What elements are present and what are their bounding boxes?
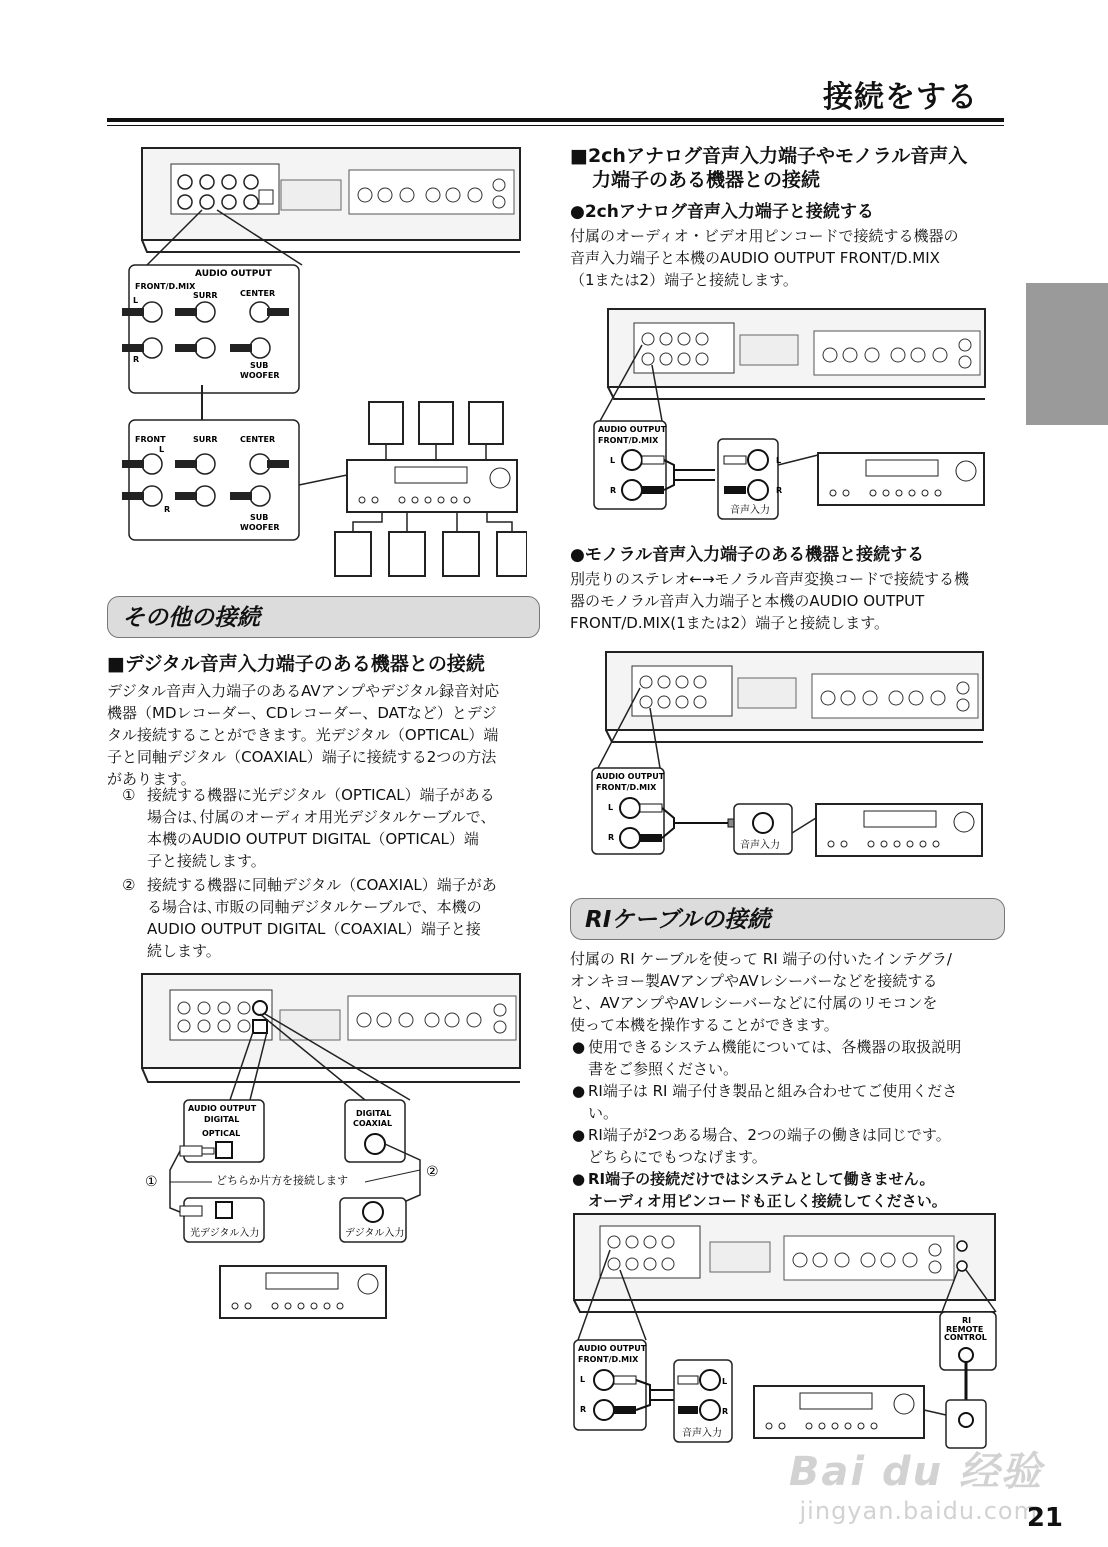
item-line: AUDIO OUTPUT DIGITAL（COAXIAL）端子と接 <box>147 920 481 938</box>
optical-input-label: 光デジタル入力 <box>190 1228 260 1239</box>
analog-subheading: ●2chアナログ音声入力端子と接続する <box>570 202 874 222</box>
body-line: 付属のオーディオ・ビデオ用ピンコードで接続する機器の <box>570 227 959 245</box>
center-label: CENTER <box>240 289 276 298</box>
bottom-surr-label: SURR <box>193 435 218 444</box>
body-line: オンキヨー製AVアンプやAVレシーバーなどを接続する <box>570 972 938 990</box>
item-line: 続します。 <box>147 942 221 960</box>
body-line: 子と同軸デジタル（COAXIAL）端子に接続する2つの方法 <box>107 748 497 766</box>
woofer-label: WOOFER <box>240 371 280 380</box>
watermark-url: jingyan.baidu.com <box>799 1497 1038 1525</box>
either-label: どちらか片方を接続します <box>216 1174 348 1187</box>
bottom-sub-label: SUB <box>250 513 269 522</box>
stereo-diagram <box>590 305 990 520</box>
body-line: 使って本機を操作することができます。 <box>570 1016 839 1034</box>
ri-band-label: ケーブルの接続 <box>611 907 771 933</box>
body-line: 器のモノラル音声入力端子と本機のAUDIO OUTPUT <box>570 592 925 610</box>
body-line: タル接続することができます。光デジタル（OPTICAL）端 <box>107 726 499 744</box>
analog-heading-line1: ■2chアナログ音声入力端子やモノラル音声入 <box>570 145 968 167</box>
bullet-line: 書をご参照ください。 <box>588 1060 739 1078</box>
ri-diagram <box>570 1210 1000 1450</box>
ri-bullet-3: ● RI端子が2つある場合、2つの端子の働きは同じです。 どちらにでもつなげます。 <box>572 1126 951 1166</box>
bottom-woofer-label: WOOFER <box>240 523 280 532</box>
optical-label: OPTICAL <box>202 1129 241 1138</box>
body-line: デジタル音声入力端子のあるAVアンプやデジタル録音対応 <box>107 682 500 700</box>
title-rule-thin <box>107 125 1004 126</box>
body-line: 音声入力端子と本機のAUDIO OUTPUT FRONT/D.MIX <box>570 249 940 267</box>
audio-output-label: AUDIO OUTPUT <box>596 772 665 781</box>
l-label: L <box>608 803 614 812</box>
r-label: R <box>610 486 617 495</box>
input-r-label: R <box>776 486 783 495</box>
bullet-line: 使用できるシステム機能については、各機器の取扱説明 <box>588 1038 962 1056</box>
digital-diagram <box>140 970 525 1330</box>
front-dmix-label: FRONT/D.MIX <box>578 1355 639 1364</box>
bullet-line: い。 <box>588 1104 619 1122</box>
body-line: があります。 <box>107 770 196 788</box>
circle-1: ① <box>145 1174 158 1190</box>
item-line: 子と接続します。 <box>147 852 266 870</box>
r-label: R <box>580 1405 587 1414</box>
mono-body <box>570 568 1010 634</box>
item-line: る場合は､市販の同軸デジタルケーブルで、本機の <box>147 898 482 916</box>
item2-number: ② <box>122 876 136 894</box>
bullet-line: RI端子が2つある場合、2つの端子の働きは同じです。 <box>588 1126 951 1144</box>
front-dmix-label: FRONT/D.MIX <box>596 783 657 792</box>
ri-logo: RI <box>585 907 612 933</box>
ri-bullet-2: ● RI端子は RI 端子付き製品と組み合わせてご使用くださ い。 <box>572 1082 958 1122</box>
digital-coaxial-label-1: DIGITAL <box>356 1109 392 1118</box>
ri-body <box>570 948 1010 1036</box>
control-label: CONTROL <box>944 1333 987 1342</box>
bullet-line: RI端子の接続だけではシステムとして働きません。 <box>588 1170 935 1188</box>
multichannel-diagram <box>107 140 527 580</box>
digital-body <box>107 680 547 790</box>
body-line: FRONT/D.MIX(1または2）端子と接続します。 <box>570 614 889 632</box>
body-line: 付属の RI ケーブルを使って RI 端子の付いたインテグラ/ <box>570 950 952 968</box>
remote-label: REMOTE <box>946 1325 984 1334</box>
remote-ri-label: RI <box>962 1316 972 1325</box>
audio-input-label: 音声入力 <box>682 1428 722 1439</box>
input-l-label: L <box>722 1377 728 1386</box>
front-dmix-label: FRONT/D.MIX <box>135 282 196 291</box>
bullet-line: オーディオ用ピンコードも正しく接続してください。 <box>588 1192 947 1210</box>
digital-heading: ■デジタル音声入力端子のある機器との接続 <box>107 653 485 675</box>
bottom-r-label: R <box>164 505 171 514</box>
body-line: （1または2）端子と接続します。 <box>570 271 798 289</box>
bullet-line: RI端子は RI 端子付き製品と組み合わせてご使用くださ <box>588 1082 958 1100</box>
item-line: 本機のAUDIO OUTPUT DIGITAL（OPTICAL）端 <box>147 830 479 848</box>
item-line: 接続する機器に同軸デジタル（COAXIAL）端子があ <box>147 876 497 894</box>
audio-output-label: AUDIO OUTPUT <box>195 269 272 279</box>
mono-subheading: ●モノラル音声入力端子のある機器と接続する <box>570 545 925 565</box>
l-label: L <box>580 1375 586 1384</box>
bullet-line: どちらにでもつなげます。 <box>588 1148 767 1166</box>
audio-input-label: 音声入力 <box>740 840 780 851</box>
r-label: R <box>133 355 140 364</box>
audio-output-label: AUDIO OUTPUT <box>578 1344 647 1353</box>
front-dmix-label: FRONT/D.MIX <box>598 436 659 445</box>
ri-bullet-1: ● 使用できるシステム機能については、各機器の取扱説明 書をご参照ください。 <box>572 1038 962 1078</box>
digital-input-label: デジタル入力 <box>345 1228 405 1239</box>
input-r-label: R <box>722 1407 729 1416</box>
side-tab <box>1026 283 1108 425</box>
body-line: 別売りのステレオ←→モノラル音声変換コードで接続する機 <box>570 570 969 588</box>
audio-input-label: 音声入力 <box>730 505 770 516</box>
section-band-other: その他の接続 <box>107 596 540 638</box>
digital-label: DIGITAL <box>204 1115 240 1124</box>
surr-label: SURR <box>193 291 218 300</box>
analog-heading-line2: 力端子のある機器との接続 <box>592 169 821 191</box>
item1-number: ① <box>122 786 136 804</box>
page-number: 21 <box>1026 1503 1063 1533</box>
ri-bullet-4: ● RI端子の接続だけではシステムとして働きません。 オーディオ用ピンコードも正しく接続してください。 <box>572 1170 947 1210</box>
bottom-center-label: CENTER <box>240 435 276 444</box>
bottom-front-label: FRONT <box>135 435 166 444</box>
r-label: R <box>608 833 615 842</box>
mono-diagram <box>588 648 988 858</box>
body-line: と、AVアンプやAVレシーバーなどに付属のリモコンを <box>570 994 938 1012</box>
sub-label: SUB <box>250 361 269 370</box>
l-label: L <box>133 296 139 305</box>
input-l-label: L <box>776 456 782 465</box>
watermark: Bai du 经验 <box>788 1449 1043 1495</box>
audio-output-label: AUDIO OUTPUT <box>598 425 667 434</box>
body-line: 機器（MDレコーダー、CDレコーダー、DATなど）とデジ <box>107 704 497 722</box>
section-band-ri <box>570 898 1005 940</box>
item1-text <box>147 784 547 872</box>
analog-body <box>570 225 1010 291</box>
digital-coaxial-label-2: COAXIAL <box>353 1119 393 1128</box>
ri-bullets <box>572 1036 1012 1212</box>
item2-text <box>147 874 547 962</box>
item-line: 場合は､付属のオーディオ用光デジタルケーブルで、 <box>147 808 496 826</box>
l-label: L <box>610 456 616 465</box>
bottom-l-label: L <box>159 445 165 454</box>
title-rule <box>107 118 1004 122</box>
audio-output-label: AUDIO OUTPUT <box>188 1104 257 1113</box>
item-line: 接続する機器に光デジタル（OPTICAL）端子がある <box>147 786 495 804</box>
circle-2: ② <box>426 1164 439 1180</box>
page-title: 接続をする <box>823 80 978 115</box>
